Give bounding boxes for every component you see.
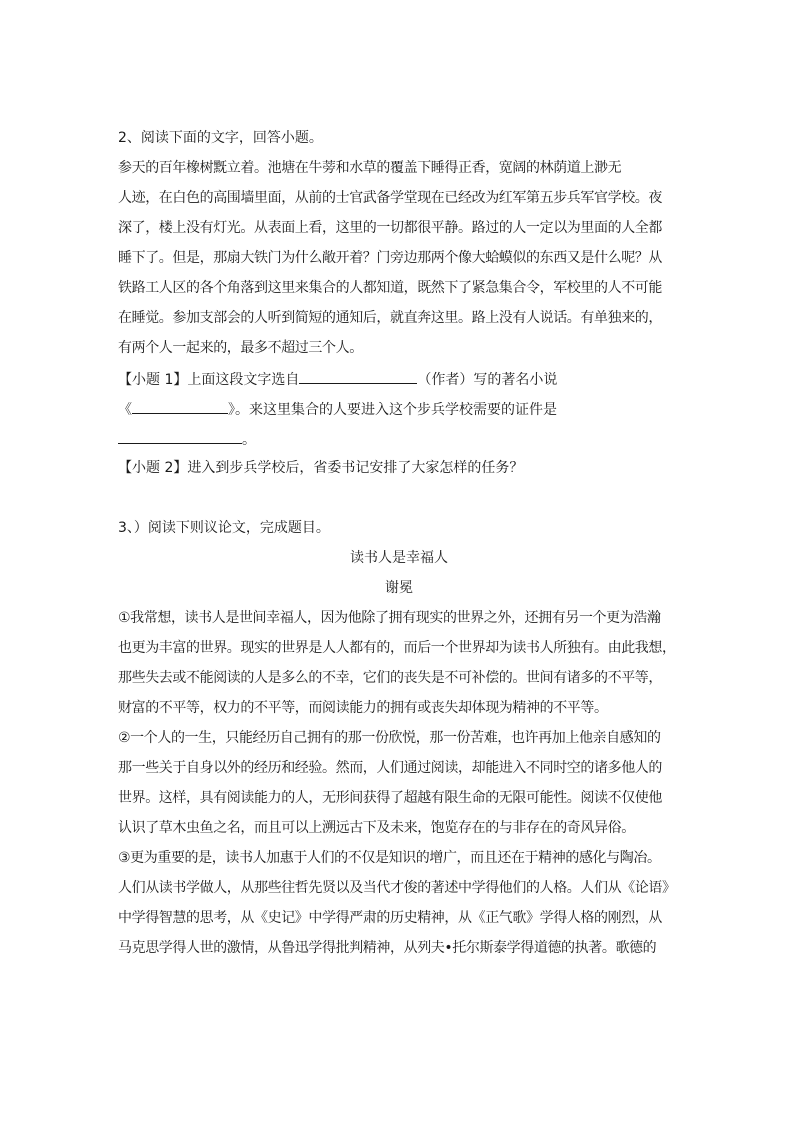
essay-line: 也更为丰富的世界。现实的世界是人人都有的，而后一个世界却为读书人所独有。由此我想，: [118, 640, 676, 656]
essay-line: 马克思学得人世的激情，从鲁迅学得批判精神，从列夫•托尔斯泰学得道德的执著。歌德的: [118, 940, 657, 956]
question-2-passage: [118, 158, 680, 368]
passage-line: 有两个人一起来的，最多不超过三个人。: [118, 340, 363, 356]
sub-question-1-end: 。: [242, 432, 256, 448]
sub-question-2: 【小题 2】进入到步兵学校后，省委书记安排了大家怎样的任务？: [118, 460, 524, 476]
certificate-answer-blank[interactable]: [118, 428, 242, 444]
essay-line: 世界。这样，具有阅读能力的人，无形间获得了超越有限生命的无限可能性。阅读不仅使他: [118, 790, 662, 806]
sub-question-1-certificate-text: 》。来这里集合的人要进入这个步兵学校需要的证件是: [228, 402, 557, 418]
sub-question-1-line-3: [118, 428, 680, 458]
document-page: [118, 128, 680, 968]
essay-line: ②一个人的一生，只能经历自己拥有的那一份欣悦，那一份苦难，也许再加上他亲自感知的: [118, 730, 661, 746]
passage-line: 在睡觉。参加支部会的人听到简短的通知后，就直奔这里。路上没有人说话。有单独来的，: [118, 310, 662, 326]
passage-line: 人迹，在白色的高围墙里面，从前的士官武备学堂现在已经改为红军第五步兵军官学校。夜: [118, 190, 662, 206]
section-spacer: [118, 488, 680, 518]
sub-question-1-line-2: [118, 398, 680, 428]
essay-line: 中学得智慧的思考，从《史记》中学得严肃的历史精神，从《正气歌》学得人格的刚烈，从: [118, 910, 662, 926]
sub-question-1-prefix: 【小题 1】上面这段文字选自: [118, 372, 300, 388]
essay-title: 读书人是幸福人: [350, 550, 448, 566]
novel-title-answer-blank[interactable]: [132, 398, 228, 414]
essay-line: 认识了草木虫鱼之名，而且可以上溯远古下及未来，饱览存在的与非存在的奇风异俗。: [118, 820, 635, 836]
essay-line: 财富的不平等，权力的不平等，而阅读能力的拥有或丧失却体现为精神的不平等。: [118, 700, 608, 716]
sub-question-1-author-suffix: （作者）写的著名小说: [417, 372, 558, 388]
sub-question-1-line-1: [118, 368, 680, 398]
passage-line: 参天的百年橡树黖立着。池塘在牛蒡和水草的覆盖下睡得正香，宽阔的林荫道上渺无: [118, 160, 622, 176]
essay-line: 那一些关于自身以外的经历和经验。然而，人们通过阅读，却能进入不同时空的诸多他人的: [118, 760, 662, 776]
essay-line: 人们从读书学做人，从那些往哲先贤以及当代才俊的著述中学得他们的人格。人们从《论语》: [118, 880, 676, 896]
essay-author: 谢冕: [385, 580, 413, 596]
passage-line: 睡下了。但是，那扇大铁门为什么敞开着？门旁边那两个像大蛤蟆似的东西又是什么呢？从: [118, 250, 662, 266]
essay-line: ③更为重要的是，读书人加惠于人们的不仅是知识的增广，而且还在于精神的感化与陶冶。: [118, 850, 661, 866]
open-book-quote: 《: [118, 402, 132, 418]
passage-line: 铁路工人区的各个角落到这里来集合的人都知道，既然下了紧急集合令，军校里的人不可能: [118, 280, 662, 296]
question-3-heading: 3、）阅读下则议论文，完成题目。: [118, 520, 330, 536]
question-2-heading: 2、阅读下面的文字，回答小题。: [118, 130, 323, 146]
essay-body: [118, 608, 680, 968]
author-answer-blank[interactable]: [299, 368, 417, 384]
essay-line: ①我常想，读书人是世间幸福人，因为他除了拥有现实的世界之外，还拥有另一个更为浩瀚: [118, 610, 661, 626]
passage-line: 深了，楼上没有灯光。从表面上看，这里的一切都很平静。路过的人一定以为里面的人全都: [118, 220, 662, 236]
essay-line: 那些失去或不能阅读的人是多么的不幸，它们的丧失是不可补偿的。世间有诸多的不平等，: [118, 670, 662, 686]
